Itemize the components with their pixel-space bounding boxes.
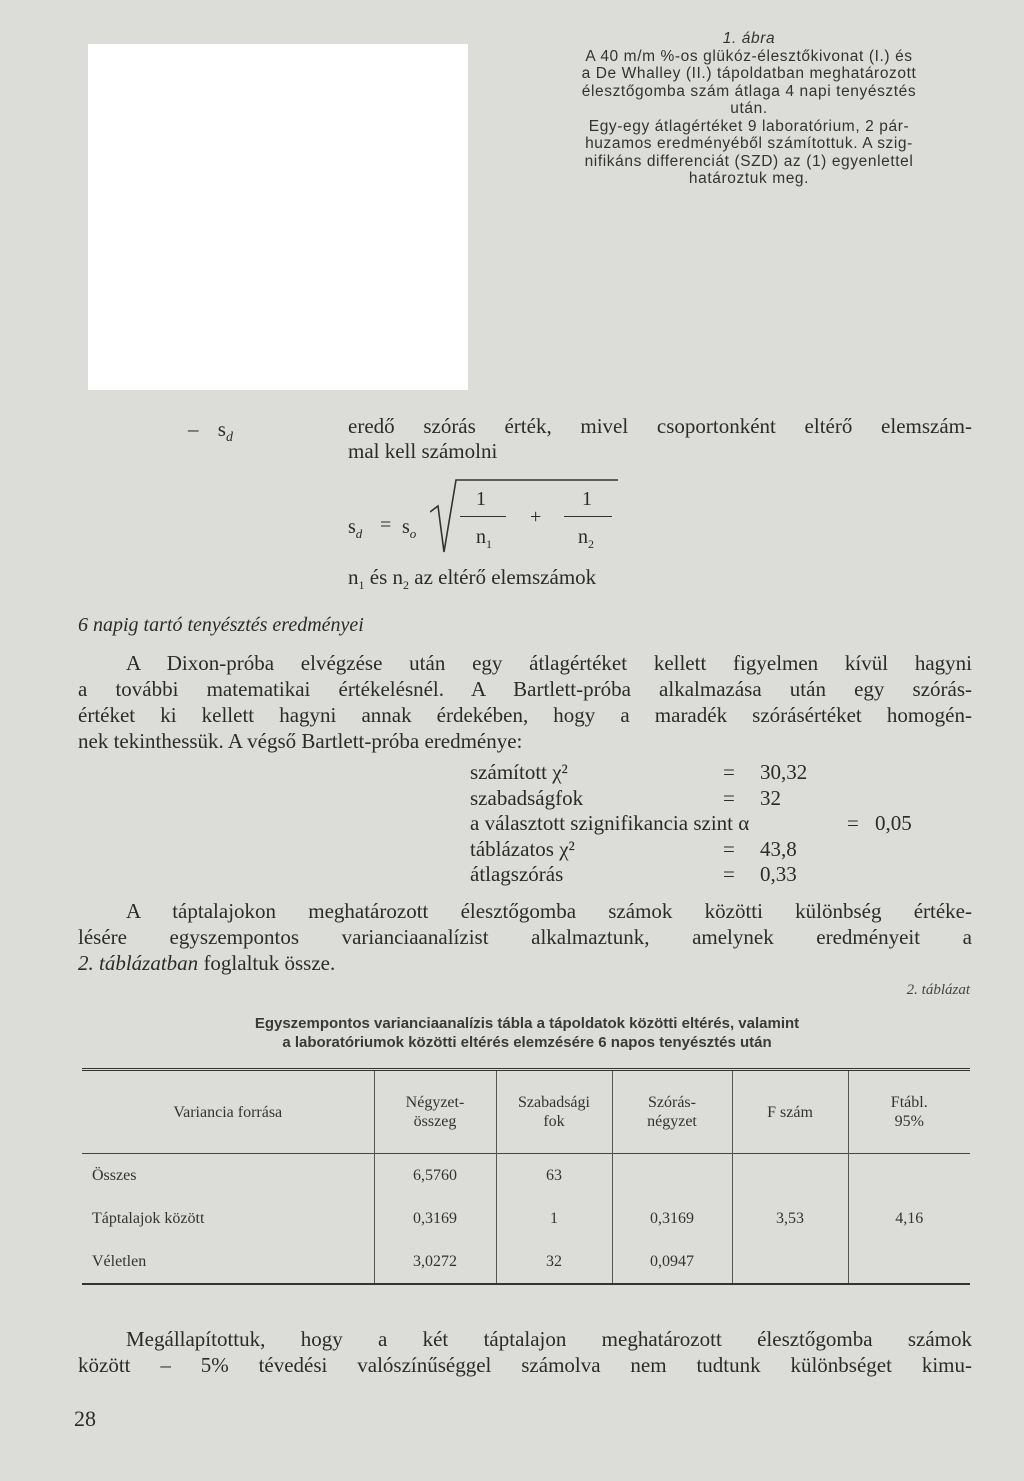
table-cell: 1 xyxy=(496,1197,612,1240)
dash: – xyxy=(188,417,199,441)
caption-line: határoztuk meg. xyxy=(688,170,810,187)
formula-lhs: $s_d$ xyxy=(348,516,363,541)
formula-note: $n_1$ és $n_2$ az eltérő elemszámok xyxy=(348,565,597,593)
column-header: Négyzet- összeg xyxy=(374,1070,496,1154)
fraction-bar xyxy=(460,516,506,517)
table-label: 2. táblázat xyxy=(906,982,970,998)
table-cell xyxy=(848,1154,970,1198)
table-cell xyxy=(732,1154,848,1198)
paragraph-line: nek tekinthessük. A végső Bartlett-próba eredménye: xyxy=(78,729,523,753)
column-header: F szám xyxy=(732,1070,848,1154)
table-cell: 3,53 xyxy=(732,1197,848,1240)
sd-definition xyxy=(348,414,972,464)
paragraph-line: a további matematikai értékelésnél. A Bartlett-próba alkalmazása után egy szórás- xyxy=(78,677,972,701)
paragraph-2 xyxy=(78,898,972,976)
table-cell xyxy=(612,1154,732,1198)
table-cell: 63 xyxy=(496,1154,612,1198)
table-row xyxy=(82,1154,970,1198)
caption-line: huzamos eredményéből számítottuk. A szig- xyxy=(585,135,913,152)
table-cell xyxy=(732,1240,848,1284)
caption-title: 1. ábra xyxy=(722,30,776,47)
page-number: 28 xyxy=(74,1406,96,1431)
sd-formula xyxy=(340,472,620,562)
sd-definition-line: mal kell számolni xyxy=(348,439,498,463)
table-cell: 0,3169 xyxy=(612,1197,732,1240)
formula-denominator: $n_2$ xyxy=(578,526,594,551)
column-header: Variancia forrása xyxy=(173,1103,283,1121)
column-header: Ftábl. 95% xyxy=(848,1070,970,1154)
caption-line: A 40 m/m %-os glükóz-élesztőkivonat (I.) és xyxy=(585,47,913,65)
section-heading: 6 napig tartó tenyésztés eredményei xyxy=(78,614,364,636)
table-cell: Táptalajok között xyxy=(92,1209,205,1227)
table-title-line: Egyszempontos varianciaanalízis tábla a tápoldatok közötti eltérés, valamint xyxy=(254,1015,800,1032)
stat-row: átlagszórás = 0,33 xyxy=(470,862,797,886)
stat-row: számított χ² = 30,32 xyxy=(470,760,808,784)
caption-line: élesztőgomba szám átlaga 4 napi tenyésztés xyxy=(581,82,917,100)
table-cell: Véletlen xyxy=(92,1252,147,1270)
figure-caption xyxy=(524,30,974,188)
paragraph-line: Megállapítottuk, hogy a két táptalajon meghatározott élesztőgomba számok xyxy=(126,1327,972,1351)
stat-row: táblázatos χ² = 43,8 xyxy=(470,836,797,861)
table-title-line: a laboratóriumok közötti eltérés elemzésére 6 napos tenyésztés után xyxy=(282,1034,772,1051)
paragraph-line: 2. táblázatban foglaltuk össze. xyxy=(78,951,336,975)
caption-line: nifikáns differenciát (SZD) az (1) egyenlettel xyxy=(584,152,914,170)
sd-subscript: d xyxy=(225,430,233,446)
caption-line: Egy-egy átlagértéket 9 laboratórium, 2 pár- xyxy=(588,117,910,135)
table-cell: 0,3169 xyxy=(374,1197,496,1240)
caption-line: a De Whalley (II.) tápoldatban meghatározott xyxy=(581,65,917,82)
paragraph-line: értéket ki kellett hagyni annak érdekében, hogy a maradék szórásértéket homogén- xyxy=(78,703,972,727)
formula-plus: + xyxy=(530,506,542,528)
variance-table xyxy=(82,1068,970,1285)
table-header-row xyxy=(82,1070,970,1154)
table-cell xyxy=(848,1240,970,1284)
stat-row: szabadságfok = 32 xyxy=(470,785,781,810)
paragraph-line: A táptalajokon meghatározott élesztőgomba számok közötti különbség értéke- xyxy=(126,899,972,923)
table-cell: 0,0947 xyxy=(612,1240,732,1284)
formula-numerator: 1 xyxy=(476,488,486,510)
table-row xyxy=(82,1197,970,1240)
sd-letter: s xyxy=(217,417,226,441)
table-cell: Összes xyxy=(92,1166,137,1184)
formula-s0: $s_o$ xyxy=(402,516,417,541)
column-header: Szabadsági fok xyxy=(496,1070,612,1154)
stat-row: a választott szignifikancia szint α = 0,05 xyxy=(470,811,912,835)
sd-symbol xyxy=(188,416,233,451)
caption-line: után. xyxy=(730,100,768,117)
paragraph-3 xyxy=(78,1326,972,1378)
table-cell: 6,5760 xyxy=(374,1154,496,1198)
column-header: Szórás- négyzet xyxy=(612,1070,732,1154)
formula-numerator: 1 xyxy=(582,488,592,510)
figure-placeholder xyxy=(88,44,468,390)
paragraph-line: között – 5% tévedési valószínűséggel számolva nem tudtunk különbséget kimu- xyxy=(78,1353,972,1377)
table-row xyxy=(82,1240,970,1284)
table-cell: 4,16 xyxy=(848,1197,970,1240)
formula-equals: = xyxy=(380,514,392,536)
paragraph-line: A Dixon-próba elvégzése után egy átlagértéket kellett figyelmen kívül hagyni xyxy=(126,651,972,675)
table-cell: 3,0272 xyxy=(374,1240,496,1284)
paragraph-1 xyxy=(78,650,972,754)
table-title xyxy=(110,1014,944,1052)
formula-denominator: $n_1$ xyxy=(476,526,492,551)
fraction-bar xyxy=(564,516,612,517)
sd-definition-line: eredő szórás érték, mivel csoportonként eltérő elemszám- xyxy=(348,414,972,438)
paragraph-line: lésére egyszempontos varianciaanalízist alkalmaztunk, amelynek eredményeit a xyxy=(78,925,972,949)
table-cell: 32 xyxy=(496,1240,612,1284)
bartlett-results xyxy=(470,760,930,888)
